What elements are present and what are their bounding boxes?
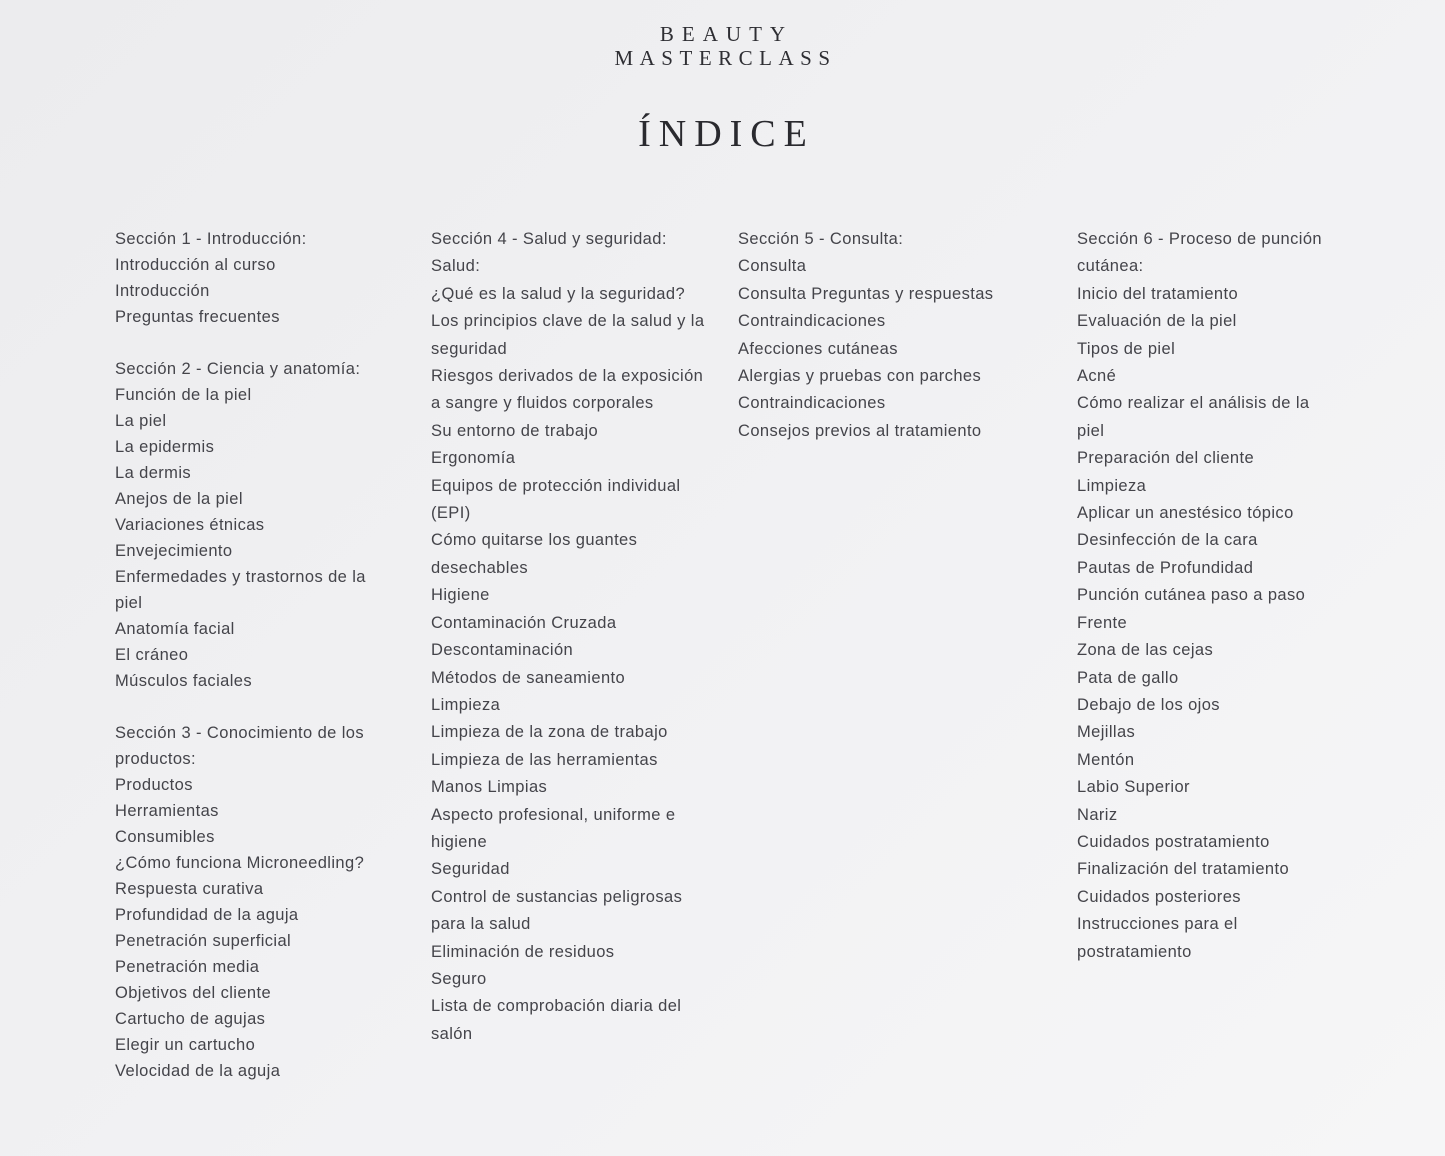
toc-entry: Limpieza de la zona de trabajo: [431, 723, 668, 742]
toc-entry: Objetivos del cliente: [115, 984, 272, 1002]
toc-entry: Consulta Preguntas y respuestas: [738, 284, 994, 303]
toc-section-4: [431, 226, 706, 1048]
toc-entry: Consumibles: [115, 828, 215, 846]
toc-column-4: [1077, 226, 1337, 992]
toc-column-2: [431, 226, 706, 1074]
toc-entry: Cartucho de agujas: [115, 1010, 266, 1028]
toc-column-3: [738, 226, 1038, 471]
toc-entry: Variaciones étnicas: [115, 516, 265, 534]
toc-entry: Tipos de piel: [1077, 339, 1176, 358]
toc-entry: Seguro: [431, 969, 487, 988]
toc-entry: Mentón: [1077, 750, 1135, 769]
toc-entry: Consejos previos al tratamiento: [738, 421, 982, 440]
toc-entry: Elegir un cartucho: [115, 1036, 256, 1054]
brand-logo: [0, 22, 1445, 70]
toc-entry: Cómo quitarse los guantes desechables: [431, 531, 638, 577]
toc-entry: Inicio del tratamiento: [1077, 284, 1239, 303]
toc-entry: Anatomía facial: [115, 620, 235, 638]
toc-entry: Contraindicaciones: [738, 312, 886, 331]
toc-section-1: [115, 226, 385, 330]
toc-entry: Métodos de saneamiento: [431, 668, 626, 687]
toc-entry: Punción cutánea paso a paso: [1077, 586, 1306, 605]
toc-entry: Envejecimiento: [115, 542, 233, 560]
toc-entry: Afecciones cutáneas: [738, 339, 898, 358]
toc-entry: Equipos de protección individual (EPI): [431, 476, 681, 523]
toc-section-2: [115, 356, 385, 694]
toc-entry: Limpieza: [431, 695, 501, 714]
toc-column-1: [115, 226, 385, 1110]
toc-entry: Frente: [1077, 613, 1128, 632]
toc-entry: Introducción: [115, 282, 210, 300]
toc-entry: Desinfección de la cara: [1077, 531, 1258, 550]
toc-entry: Introducción al curso: [115, 256, 276, 274]
section-heading: Sección 5 - Consulta:: [738, 230, 904, 248]
toc-entry: Función de la piel: [115, 386, 252, 404]
toc-entry: Finalización del tratamiento: [1077, 860, 1290, 879]
toc-entry: Lista de comprobación diaria del salón: [431, 997, 682, 1043]
page-title: ÍNDICE: [638, 113, 815, 155]
brand-line-1: BEAUTY: [659, 22, 794, 46]
toc-entry: Profundidad de la aguja: [115, 906, 299, 924]
toc-entry: Respuesta curativa: [115, 880, 264, 898]
toc-section-5: [738, 226, 1038, 445]
toc-entry: Penetración superficial: [115, 932, 292, 950]
toc-entry: Velocidad de la aguja: [115, 1062, 281, 1080]
toc-entry: Acné: [1077, 367, 1117, 386]
toc-entry: ¿Cómo funciona Microneedling?: [115, 854, 365, 872]
toc-entry: Descontaminación: [431, 641, 574, 660]
toc-entry: Limpieza: [1077, 476, 1147, 495]
toc-entry: Manos Limpias: [431, 778, 548, 797]
toc-entry: Contraindicaciones: [738, 394, 886, 413]
toc-entry: Enfermedades y trastornos de la piel: [115, 568, 366, 612]
toc-entry: Preguntas frecuentes: [115, 308, 280, 326]
section-heading: Sección 6 - Proceso de punción cutánea:: [1077, 230, 1322, 276]
toc-entry: Su entorno de trabajo: [431, 421, 599, 440]
toc-entry: Ergonomía: [431, 449, 516, 468]
toc-entry: Preparación del cliente: [1077, 449, 1255, 468]
toc-entry: La piel: [115, 412, 167, 430]
toc-entry: Contaminación Cruzada: [431, 613, 617, 632]
toc-entry: Cuidados posteriores: [1077, 887, 1241, 906]
toc-entry: Cómo realizar el análisis de la piel: [1077, 394, 1310, 440]
toc-entry: Músculos faciales: [115, 672, 253, 690]
toc-entry: Penetración media: [115, 958, 260, 976]
toc-entry: Anejos de la piel: [115, 490, 243, 508]
toc-section-6: [1077, 226, 1337, 966]
toc-entry: Productos: [115, 776, 193, 794]
toc-entry: Riesgos derivados de la exposición a sangre y fluidos corporales: [431, 367, 704, 413]
toc-entry: Evaluación de la piel: [1077, 312, 1237, 331]
toc-entry: El cráneo: [115, 646, 189, 664]
section-heading: Sección 3 - Conocimiento de los productos:: [115, 724, 365, 768]
toc-entry: Eliminación de residuos: [431, 942, 615, 961]
toc-section-3: [115, 720, 385, 1084]
toc-entry: Pautas de Profundidad: [1077, 558, 1254, 577]
toc-entry: Aspecto profesional, uniforme e higiene: [431, 805, 676, 851]
toc-entry: Salud:: [431, 257, 481, 276]
toc-entry: Debajo de los ojos: [1077, 695, 1220, 714]
toc-entry: Alergias y pruebas con parches: [738, 367, 982, 386]
toc-entry: Los principios clave de la salud y la seguridad: [431, 312, 705, 358]
toc-entry: Cuidados postratamiento: [1077, 832, 1270, 851]
toc-entry: Consulta: [738, 257, 807, 276]
toc-entry: La epidermis: [115, 438, 215, 456]
toc-entry: Labio Superior: [1077, 778, 1190, 797]
toc-entry: Seguridad: [431, 860, 510, 879]
toc-entry: ¿Qué es la salud y la seguridad?: [431, 284, 686, 303]
toc-entry: Limpieza de las herramientas: [431, 750, 658, 769]
brand-line-2: MASTERCLASS: [614, 46, 837, 70]
toc-entry: La dermis: [115, 464, 192, 482]
toc-entry: Aplicar un anestésico tópico: [1077, 504, 1294, 523]
toc-entry: Herramientas: [115, 802, 219, 820]
toc-entry: Higiene: [431, 586, 490, 605]
toc-entry: Zona de las cejas: [1077, 641, 1214, 660]
toc-entry: Pata de gallo: [1077, 668, 1179, 687]
toc-entry: Nariz: [1077, 805, 1118, 824]
section-heading: Sección 2 - Ciencia y anatomía:: [115, 360, 361, 378]
toc-entry: Control de sustancias peligrosas para la salud: [431, 887, 683, 934]
section-heading: Sección 1 - Introducción:: [115, 230, 307, 248]
toc-entry: Mejillas: [1077, 723, 1136, 742]
toc-entry: Instrucciones para el postratamiento: [1077, 915, 1238, 961]
section-heading: Sección 4 - Salud y seguridad:: [431, 230, 667, 248]
